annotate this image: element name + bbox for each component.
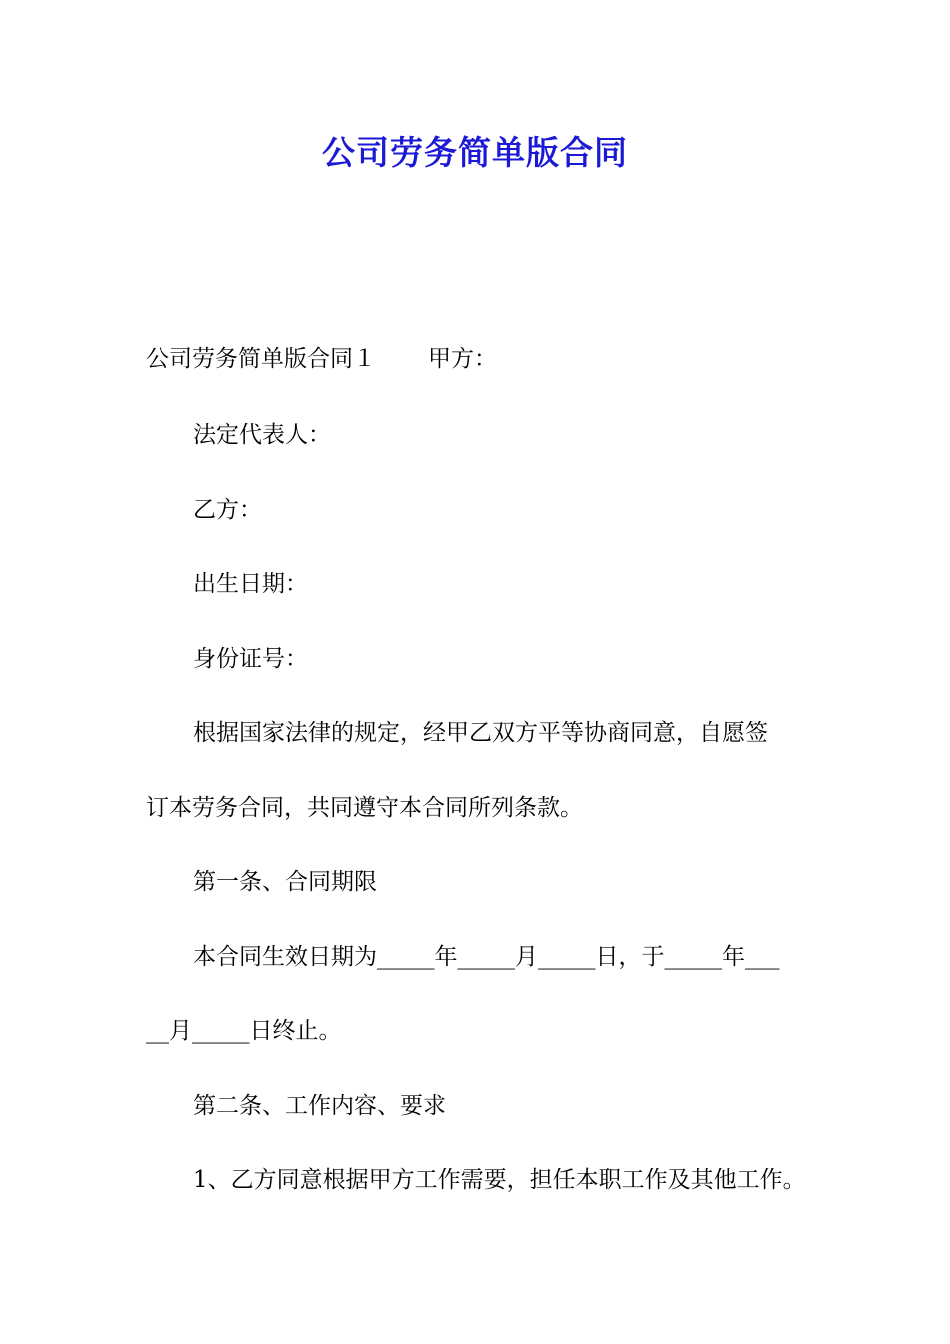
contract-heading-line (146, 341, 497, 377)
intro-paragraph-line-2: 订本劳务合同，共同遵守本合同所列条款。 (146, 795, 583, 821)
document-title: 公司劳务简单版合同 (322, 133, 628, 172)
term-paragraph-line-2: __月_____日终止。 (146, 1018, 342, 1044)
party-a-label: 甲方： (428, 346, 497, 372)
article-1-heading: 第一条、合同期限 (193, 869, 377, 895)
contract-subheading: 公司劳务简单版合同１ (146, 346, 376, 372)
id-number-label: 身份证号： (193, 646, 308, 672)
intro-paragraph-line-1: 根据国家法律的规定，经甲乙双方平等协商同意，自愿签 (193, 720, 768, 746)
term-paragraph-line-1: 本合同生效日期为_____年_____月_____日，于_____年___ (193, 944, 780, 970)
legal-representative-label: 法定代表人： (193, 422, 331, 448)
article-2-heading: 第二条、工作内容、要求 (193, 1093, 446, 1119)
clause-1-line: 1、乙方同意根据甲方工作需要，担任本职工作及其他工作。 (193, 1167, 806, 1193)
birth-date-label: 出生日期： (193, 571, 308, 597)
party-b-label: 乙方： (193, 497, 262, 523)
